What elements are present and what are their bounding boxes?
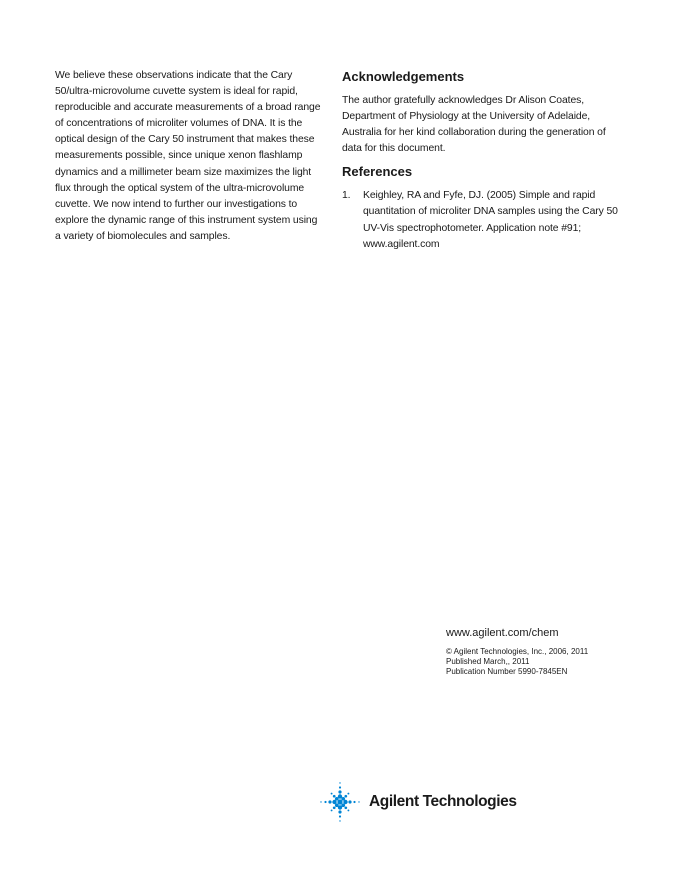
reference-number: 1. bbox=[342, 190, 351, 202]
spark-dot bbox=[341, 797, 345, 801]
spark-dot bbox=[320, 801, 321, 802]
reference-item bbox=[342, 188, 622, 252]
references-list bbox=[342, 188, 622, 252]
spark-dot bbox=[339, 782, 340, 783]
spark-dot bbox=[339, 815, 341, 817]
reference-text: Keighley, RA and Fyfe, DJ. (2005) Simple and rapid quantitation of microliter DNA samples using the Cary 50 UV-Vis spectrophotometer. Application note #91; www.agilent.com bbox=[363, 190, 618, 250]
spark-dot bbox=[339, 820, 340, 821]
spark-dot bbox=[338, 790, 341, 793]
spark-icon bbox=[318, 780, 362, 824]
footer-block bbox=[446, 625, 656, 677]
copyright-line: © Agilent Technologies, Inc., 2006, 2011 bbox=[446, 647, 589, 656]
spark-dot bbox=[353, 801, 355, 803]
spark-dot bbox=[347, 793, 349, 795]
spark-dot bbox=[344, 806, 347, 809]
acknowledgements-heading: Acknowledgements bbox=[342, 69, 465, 84]
brand-name: Agilent Technologies bbox=[369, 793, 517, 810]
brand-logo bbox=[318, 780, 538, 824]
spark-dot bbox=[324, 801, 326, 803]
spark-center-dot bbox=[337, 799, 342, 804]
spark-dot bbox=[333, 795, 336, 798]
spark-dot bbox=[358, 801, 359, 802]
spark-dot bbox=[339, 786, 341, 788]
spark-dot bbox=[348, 800, 351, 803]
spark-dot bbox=[333, 806, 336, 809]
spark-dot bbox=[344, 795, 347, 798]
spark-dot bbox=[347, 809, 349, 811]
footer-url[interactable]: www.agilent.com/chem bbox=[446, 627, 559, 639]
published-line: Published March,, 2011 bbox=[446, 657, 530, 666]
conclusion-paragraph: We believe these observations indicate that the Cary 50/ultra-microvolume cuvette system is ideal for rapid, reproducible and accurate measurements of a broad range of concentrations of microliter volumes of DNA. It is the optical design of the Cary 50 instrument that makes these measurements possible, since unique xenon flashlamp dynamics and a millimeter beam size maximizes the light flux through the optical system of the ultra-microvolume cuvette. We now intend to further our investigations to explore the dynamic range of this instrument system using a variety of biomolecules and samples. bbox=[55, 70, 321, 242]
body-column bbox=[55, 68, 323, 245]
spark-dot bbox=[328, 800, 331, 803]
spark-dot bbox=[338, 810, 341, 813]
acknowledgements-text: The author gratefully acknowledges Dr Alison Coates, Department of Physiology at the University of Adelaide, Australia for her kind collaboration during the generation of data for this document. bbox=[342, 95, 606, 155]
spark-dot bbox=[331, 793, 333, 795]
side-column bbox=[342, 68, 622, 253]
publication-number: Publication Number 5990-7845EN bbox=[446, 667, 568, 676]
spark-dot bbox=[331, 809, 333, 811]
references-heading: References bbox=[342, 164, 413, 180]
